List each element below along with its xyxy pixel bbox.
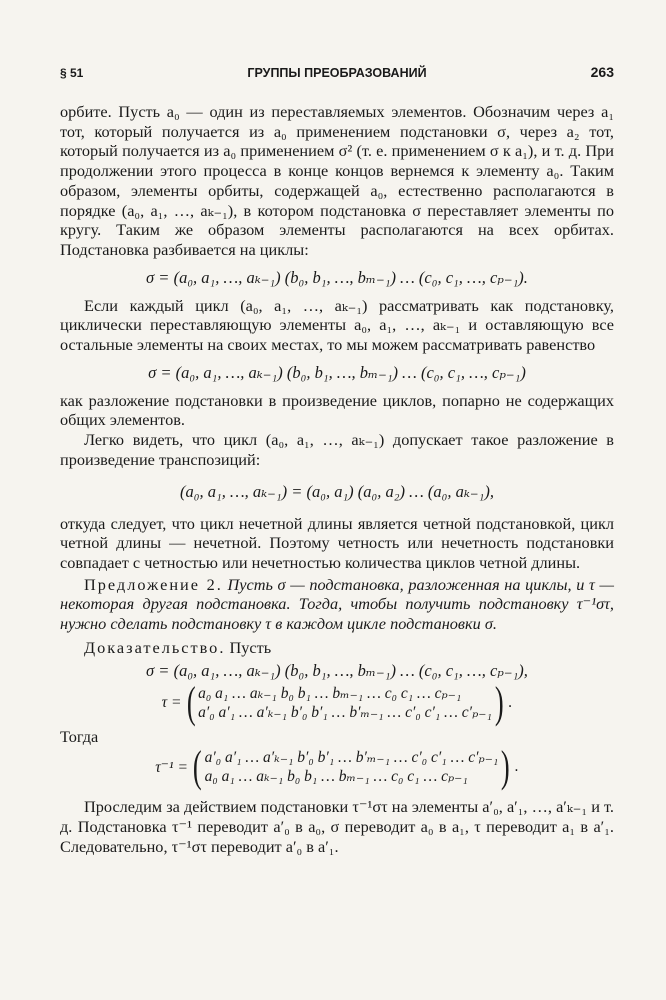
left-paren: ( (186, 678, 196, 728)
section-number: § 51 (60, 66, 84, 80)
proposition-label: Предложение 2. (84, 574, 223, 594)
matrix-tau-lhs: τ = (161, 694, 182, 712)
paragraph-cycle-as-substitution: Если каждый цикл (a₀, a₁, …, aₖ₋₁) рассматривать как подстановку, циклически переставляющую элементы a₀, a₁, …, aₖ₋₁ и оставляющую все остальные элементы на своих местах, то мы можем рассматривать равенство (60, 295, 614, 355)
right-paren: ) (494, 678, 504, 728)
matrix-tau-bottom-row: a′₀ a′₁ … a′ₖ₋₁ b′₀ b′₁ … b′ₘ₋₁ … c′₀ c′₁ … c′ₚ₋₁ (198, 704, 492, 722)
page-number: 263 (590, 64, 614, 80)
proof-text: Пусть (229, 637, 272, 657)
paragraph-trace-action: Проследим за действием подстановки τ⁻¹στ на элементы a′₀, a′₁, …, a′ₖ₋₁ и т. д. Подстановка τ⁻¹ переводит a′₀ в a₀, σ переводит a₀ в a₁, τ переводит a₁ в a′₁. Следовательно, τ⁻¹στ переводит a′₀ в a′₁. (60, 797, 614, 856)
matrix-tau-inverse-lhs: τ⁻¹ = (155, 758, 188, 776)
matrix-tau-inverse-top-row: a′₀ a′₁ … a′ₖ₋₁ b′₀ b′₁ … b′ₘ₋₁ … c′₀ c′₁ … c′ₚ₋₁ (204, 749, 499, 767)
proposition-2 (60, 575, 614, 634)
matrix-tau-inverse-rows (205, 748, 499, 786)
paragraph-parity: откуда следует, что цикл нечетной длины является четной подстановкой, цикл четной длины — нечетной. Поэтому четность или нечетность подстановки совпадает с четностью или нечетностью количества циклов четной длины. (60, 513, 614, 572)
proposition-text: Пусть σ — подстановка, разложенная на циклы, и τ — некоторая другая подстановка. Тогда, чтобы получить подстановку τ⁻¹στ, нужно сделать подстановку τ в каждом цикле подстановки σ. (60, 574, 615, 634)
running-header (60, 64, 614, 80)
formula-sigma-cycles: σ = (a₀, a₁, …, aₖ₋₁) (b₀, b₁, …, bₘ₋₁) … (c₀, c₁, …, cₚ₋₁), (146, 661, 528, 681)
proof (84, 638, 614, 658)
matrix-tau-period: . (508, 694, 513, 712)
matrix-tau-top-row: a₀ a₁ … aₖ₋₁ b₀ b₁ … bₘ₋₁ … c₀ c₁ … cₚ₋₁ (198, 685, 462, 703)
running-title: ГРУППЫ ПРЕОБРАЗОВАНИЙ (247, 66, 427, 80)
paragraph-orbit: орбите. Пусть a₀ — один из переставляемых элементов. Обозначим через a₁ тот, который получается из a₀ применением подстановки σ, через a₂ тот, который получается из a₀ применением σ² (т. е. применением σ к a₁), и т. д. При продолжении этого процесса в конце концов вернемся к элементу a₀. Таким образом, элементы орбиты, содержащей a₀, естественно располагаются в порядке (a₀, a₁, …, aₖ₋₁), в котором подстановка σ переставляет элементы по кругу. Таким же образом элементы располагаются на всех орбитах. Подстановка разбивается на циклы: (60, 102, 614, 259)
matrix-tau-rows (198, 684, 492, 722)
right-paren: ) (501, 742, 510, 792)
matrix-tau-inverse (60, 742, 614, 792)
formula-cycle-decomposition: σ = (a₀, a₁, …, aₖ₋₁) (b₀, b₁, …, bₘ₋₁) … (c₀, c₁, …, cₚ₋₁). (146, 267, 528, 287)
matrix-tau-inverse-period: . (514, 758, 519, 776)
proof-label: Доказательство. (84, 637, 226, 657)
formula-transposition-decomposition: (a₀, a₁, …, aₖ₋₁) = (a₀, a₁) (a₀, a₂) … (a₀, aₖ₋₁), (179, 481, 494, 501)
left-paren: ( (192, 742, 202, 792)
paragraph-product-of-cycles: как разложение подстановки в произведение циклов, попарно не содержащих общих элементов. (60, 390, 614, 430)
formula-equality: σ = (a₀, a₁, …, aₖ₋₁) (b₀, b₁, …, bₘ₋₁) … (c₀, c₁, …, cₚ₋₁) (148, 362, 526, 382)
togda-label: Тогда (60, 727, 99, 747)
matrix-tau-inverse-bottom-row: a₀ a₁ … aₖ₋₁ b₀ b₁ … bₘ₋₁ … c₀ c₁ … cₚ₋₁ (204, 768, 468, 786)
paragraph-transpositions: Легко видеть, что цикл (a₀, a₁, …, aₖ₋₁) допускает такое разложение в произведение транспозиций: (60, 430, 614, 469)
matrix-tau (60, 678, 614, 728)
